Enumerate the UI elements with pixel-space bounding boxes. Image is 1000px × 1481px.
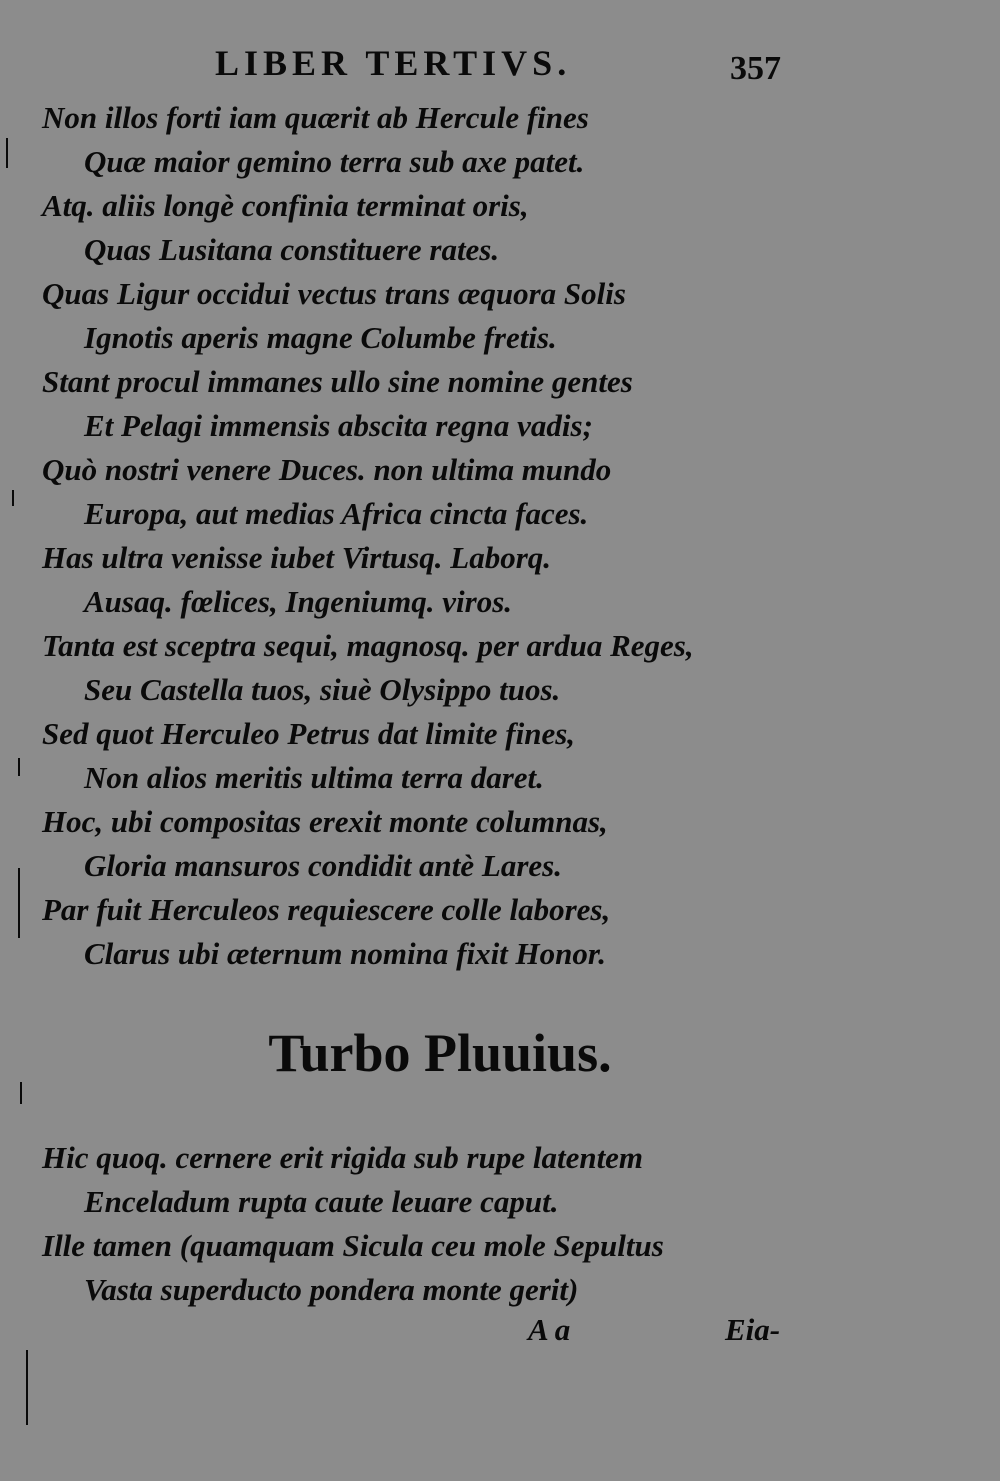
verse-line: Stant procul immanes ullo sine nomine gentes (42, 364, 633, 399)
verse-line: Par fuit Herculeos requiescere colle labores, (42, 892, 611, 927)
verse-line: Sed quot Herculeo Petrus dat limite fines, (42, 716, 576, 751)
page-footer (520, 1312, 840, 1356)
page-number: 357 (730, 50, 781, 87)
verse-line: Atq. aliis longè confinia terminat oris, (42, 188, 529, 223)
section-title (0, 1022, 880, 1084)
poem-body-2 (42, 1136, 942, 1312)
verse-line: Vasta superducto pondera monte gerit) (84, 1272, 579, 1307)
verse-line: Non illos forti iam quærit ab Hercule fines (42, 100, 589, 135)
verse-line: Quas Lusitana constituere rates. (84, 232, 500, 267)
signature-mark: A a (528, 1312, 571, 1347)
verse-line: Ausaq. fœlices, Ingeniumq. viros. (84, 584, 513, 619)
verse-line: Clarus ubi æternum nomina fixit Honor. (84, 936, 607, 971)
verse-line: Europa, aut medias Africa cincta faces. (84, 496, 589, 531)
margin-mark (18, 868, 20, 938)
margin-mark (12, 490, 14, 506)
verse-line: Et Pelagi immensis abscita regna vadis; (84, 408, 593, 443)
margin-mark (18, 758, 20, 776)
margin-mark (6, 138, 8, 168)
running-title: LIBER TERTIVS. (215, 43, 572, 83)
poem-body (42, 96, 942, 976)
margin-mark (26, 1350, 28, 1425)
margin-mark (20, 1082, 22, 1104)
catchword: Eia- (725, 1312, 781, 1347)
verse-line: Enceladum rupta caute leuare caput. (84, 1184, 559, 1219)
verse-line: Gloria mansuros condidit antè Lares. (84, 848, 562, 883)
verse-line: Quæ maior gemino terra sub axe patet. (84, 144, 585, 179)
page-header (215, 42, 815, 92)
verse-line: Quas Ligur occidui vectus trans æquora Solis (42, 276, 626, 311)
verse-line: Has ultra venisse iubet Virtusq. Laborq. (42, 540, 552, 575)
section-title-text: Turbo Pluuius. (268, 1023, 612, 1083)
verse-line: Seu Castella tuos, siuè Olysippo tuos. (84, 672, 561, 707)
verse-line: Quò nostri venere Duces. non ultima mundo (42, 452, 612, 487)
verse-line: Tanta est sceptra sequi, magnosq. per ardua Reges, (42, 628, 694, 663)
verse-line: Ille tamen (quamquam Sicula ceu mole Sepultus (42, 1228, 664, 1263)
verse-line: Ignotis aperis magne Columbe fretis. (84, 320, 557, 355)
verse-line: Non alios meritis ultima terra daret. (84, 760, 544, 795)
verse-line: Hoc, ubi compositas erexit monte columnas, (42, 804, 608, 839)
verse-line: Hic quoq. cernere erit rigida sub rupe latentem (42, 1140, 644, 1175)
